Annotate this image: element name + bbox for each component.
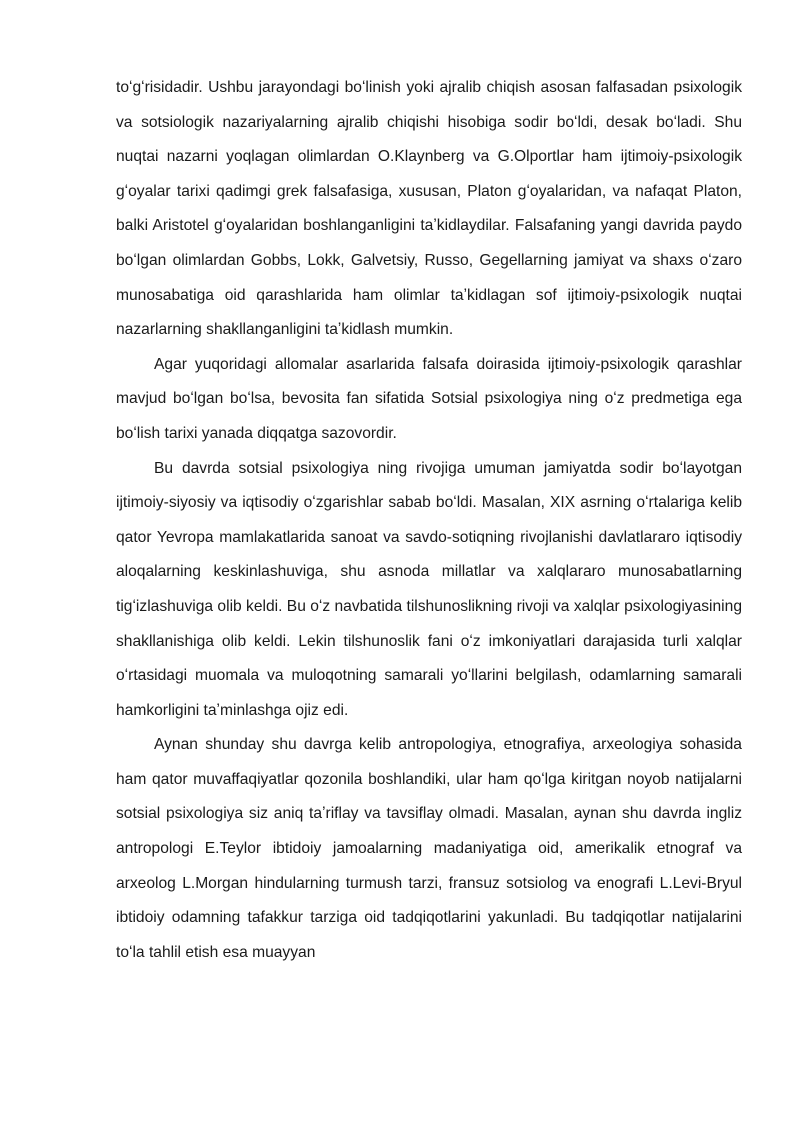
paragraph-2: Agar yuqoridagi allomalar asarlarida falsafa doirasida ijtimoiy-psixologik qarashlar mavjud boʻlgan boʻlsa, bevosita fan sifatida Sotsial psixologiya ning oʻz predmetiga ega boʻlish tarixi yanada diqqatga sazovordir. — [116, 355, 742, 442]
document-page — [116, 71, 742, 970]
paragraph-4: Aynan shunday shu davrga kelib antropologiya, etnografiya, arxeologiya sohasida ham qator muvaffaqiyatlar qozonila boshlandiki, ular ham qoʻlga kiritgan noyob natijalarni sotsial psixologiya siz aniq taʼriflay va tavsiflay olmadi. Masalan, aynan shu davrda ingliz antropologi E.Teylor ibtidoiy jamoalarning madaniyatiga oid, amerikalik etnograf va arxeolog L.Morgan hindularning turmush tarzi, fransuz sotsiolog va enografi L.Levi-Bryul ibtidoiy odamning tafakkur tarziga oid tadqiqotlarini yakunladi. Bu tadqiqotlar natijalarini toʻla tahlil etish esa muayyan — [116, 736, 742, 961]
paragraph-3: Bu davrda sotsial psixologiya ning rivojiga umuman jamiyatda sodir boʻlayotgan ijtimoiy-siyosiy va iqtisodiy oʻzgarishlar sabab boʻldi. Masalan, XIX asrning oʻrtalariga kelib qator Yevropa mamlakatlarida sanoat va savdo-sotiqning rivojlanishi davlatlararo iqtisodiy aloqalarning keskinlashuviga, shu asnoda millatlar va xalqlararo munosabatlarning tigʻizlashuviga olib keldi. Bu oʻz navbatida tilshunoslikning rivoji va xalqlar psixologiyasining shakllanishiga olib keldi. Lekin tilshunoslik fani oʻz imkoniyatlari darajasida turli xalqlar oʻrtasidagi muomala va muloqotning samarali yoʻllarini belgilash, odamlarning samarali hamkorligini taʼminlashga ojiz edi. — [116, 459, 742, 719]
paragraph-1: toʻgʻrisidadir. Ushbu jarayondagi boʻlinish yoki ajralib chiqish asosan falfasadan psixologik va sotsiologik nazariyalarning ajralib chiqishi hisobiga sodir boʻldi, desak boʻladi. Shu nuqtai nazarni yoqlagan olimlardan O.Klaynberg va G.Olportlar ham ijtimoiy-psixologik gʻoyalar tarixi qadimgi grek falsafasiga, xususan, Platon gʻoyalaridan, va nafaqat Platon, balki Aristotel gʻoyalaridan boshlanganligini taʼkidlaydilar. Falsafaning yangi davrida paydo boʻlgan olimlardan Gobbs, Lokk, Galvetsiy, Russo, Gegellarning jamiyat va shaxs oʻzaro munosabatiga oid qarashlarida ham olimlar taʼkidlagan sof ijtimoiy-psixologik nuqtai nazarlarning shakllanganligini taʼkidlash mumkin. — [116, 79, 742, 339]
